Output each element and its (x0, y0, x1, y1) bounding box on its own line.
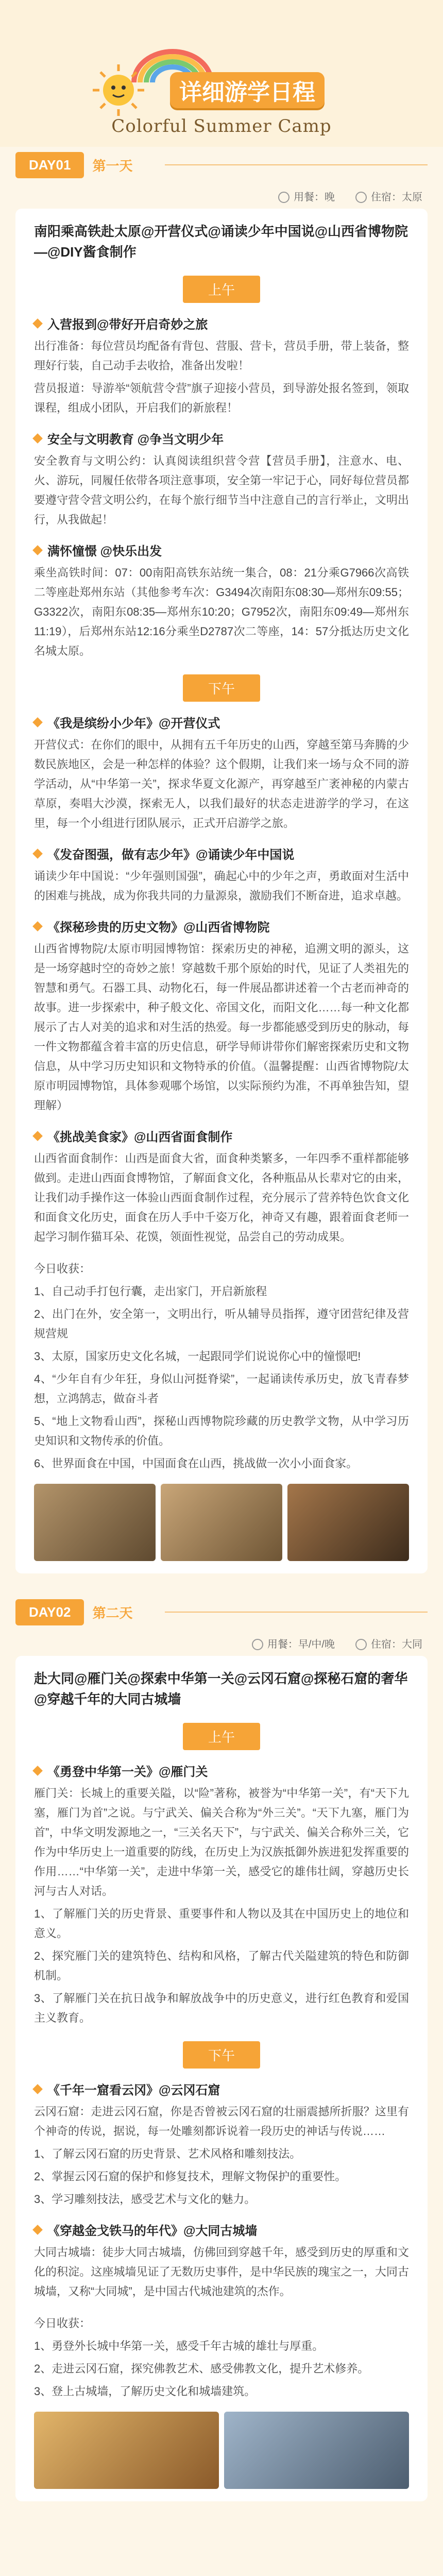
day1-card (15, 209, 428, 1573)
item-heading: 《我是缤纷小少年》@开营仪式 (34, 713, 409, 731)
goal-item: 4、“少年自有少年狂，身似山河挺脊梁”，一起诵读传承历史，放飞青春梦想，立鸿鹄志，做奋斗者 (34, 1372, 409, 1405)
photo-wall (224, 2412, 409, 2489)
location-icon (355, 192, 367, 203)
item-heading: 安全与文明教育 @争当文明少年 (34, 429, 409, 447)
location-icon (355, 1639, 367, 1650)
day2-pm-label: 下午 (183, 2041, 260, 2069)
goal-item: 2、走进云冈石窟，探究佛教艺术、感受佛教文化，提升艺术修养。 (34, 2362, 369, 2375)
day2-pm-items (34, 2080, 409, 2301)
item-paragraph: 山西省面食制作：山西是面食大省，面食种类繁多，一年四季不重样都能够做到。走进山西面食博物馆，了解面食文化，各种瓶品从长辈对它的由来，让我们动手操作这一体验山西面食制作过程，充分展示了营养特色饮食文化和面食文化历史，面食在历人手中千姿万化，神奇又有趣，跟着面食老师一起学习制作猫耳朵、花馍，领面性视觉，品尝自己的劳动成果。 (34, 1152, 409, 1243)
item-paragraph: 雁门关：长城上的重要关隘，以“险”著称，被誉为“中华第一关”，有“天下九塞，雁门为首”之说。与宁武关、偏关合称为“外三关”。“天下九塞，雁门为首”，中华文明发源地之一，“三关名天下”，与宁武关、偏关合称外三关，它作为中华历史上一道重要的防线，在历史上为汉族抵御外族进犯发挥重要的作用……“中华第一关”，走进中华第一关，感受它的雄伟壮阔，穿越历史长河与古人对话。 (34, 1787, 409, 1897)
day1-meta (0, 183, 443, 209)
page-subtitle: Colorful Summer Camp (111, 116, 332, 137)
item-paragraph: 3、了解雁门关在抗日战争和解放战争中的历史意义，进行红色教育和爱国主义教育。 (34, 1992, 409, 2024)
item-paragraph: 诵读少年中国说：“少年强则国强”，确起心中的少年之声，勇敢面对生活中的困难与挑战，成为你我共同的力量源泉，激励我们不断奋进，追求卓越。 (34, 870, 409, 902)
item-heading: 《挑战美食家》@山西省面食制作 (34, 1127, 409, 1145)
item-paragraph: 1、了解雁门关的历史背景、重要事件和人物以及其在中国历史上的地位和意义。 (34, 1907, 409, 1940)
item-heading: 《穿越金戈铁马的年代》@大同古城墙 (34, 2221, 409, 2239)
day1-am-items (34, 314, 409, 661)
item-paragraph: 2、掌握云冈石窟的保护和修复技术，理解文物保护的重要性。 (34, 2170, 347, 2183)
day2-am-items (34, 1761, 409, 2028)
day2-goals-title: 今日收获： (34, 2317, 91, 2330)
day2-am-label: 上午 (183, 1723, 260, 1750)
meal-icon (278, 192, 289, 203)
diamond-icon (32, 2225, 43, 2235)
day1-goals (34, 1282, 409, 1473)
day1-am-label: 上午 (183, 276, 260, 303)
goal-item: 3、登上古城墙，了解历史文化和城墙建筑。 (34, 2385, 256, 2398)
day2-tag: DAY02 (15, 1599, 84, 1625)
item-heading: 《千年一窟看云冈》@云冈石窟 (34, 2080, 409, 2098)
day1-tag: DAY01 (15, 152, 84, 178)
day1-strip (0, 147, 443, 183)
day1-meals: 用餐：晚 (278, 189, 335, 204)
sun-icon (90, 62, 147, 118)
diamond-icon (32, 545, 43, 555)
day2-card (15, 1656, 428, 2501)
day2-stay: 住宿：大同 (355, 1636, 422, 1651)
item-heading: 《探秘珍贵的历史文物》@山西省博物院 (34, 917, 409, 935)
item-heading: 《勇登中华第一关》@雁门关 (34, 1761, 409, 1780)
item-paragraph: 营员报道：导游举“领航营令营”旗子迎接小营员，到导游处报名签到，领取课程，组成小团队，开启我们的新旅程！ (34, 382, 409, 414)
item-heading: 满怀憧憬 @快乐出发 (34, 541, 409, 559)
photo-buddha (287, 1484, 409, 1561)
photo-pavilion (34, 2412, 219, 2489)
diamond-icon (32, 1766, 43, 1776)
diamond-icon (32, 1131, 43, 1141)
item-paragraph: 1、了解云冈石窟的历史背景、艺术风格和雕刻技法。 (34, 2147, 301, 2160)
day2-meta (0, 1630, 443, 1656)
day1-pm-items (34, 713, 409, 1247)
day1-label: 第一天 (92, 158, 133, 174)
diamond-icon (32, 433, 43, 444)
photo-cliff (161, 1484, 282, 1561)
goal-item: 6、世界面食在中国，中国面食在山西，挑战做一次小小面食家。 (34, 1457, 358, 1470)
item-paragraph: 2、探究雁门关的建筑特色、结构和风格，了解古代关隘建筑的特色和防御机制。 (34, 1950, 409, 1982)
item-heading: 《发奋图强，做有志少年》@诵读少年中国说 (34, 844, 409, 862)
item-heading: 入营报到@带好开启奇妙之旅 (34, 314, 409, 332)
day2-meals: 用餐：早/中/晚 (252, 1636, 335, 1651)
item-paragraph: 3、学习雕刻技法，感受艺术与文化的魅力。 (34, 2193, 256, 2206)
item-paragraph: 出行准备：每位营员均配备有背包、营服、营卡，营员手册，带上装备，整理好行装，自己动手去收拾，准备出发啦！ (34, 340, 409, 372)
goal-item: 3、太原，国家历史文化名城，一起跟同学们说说你心中的憧憬吧! (34, 1350, 361, 1363)
goal-item: 1、自己动手打包行囊，走出家门，开启新旅程 (34, 1285, 267, 1298)
item-paragraph: 山西省博物院/太原市明园博物馆：探索历史的神秘，追溯文明的源头，这是一场穿越时空的奇妙之旅！穿越数千那个原始的时代，见证了人类祖先的智慧和勇气。石器工具、动物化石，每一件展品都讲述着一个古老而神奇的故事。进一步探索中，种子般文化、帝国文化，而阳文化……每一种文化都展示了古人对美的追求和对生活的热爱。每一步都能感受到历史的脉动，每一件文物都蕴含着丰富的历史信息，研学导师讲带你们解密探索历史和文物信息，从中学习历史知识和文物特承的价值。（温馨提醒：山西省博物院/太原市明园博物馆，具体参观哪个场馆，以实际预约为准，不再单独告知，望理解） (34, 942, 409, 1112)
goal-item: 2、出门在外，安全第一，文明出行，听从辅导员指挥，遵守团营纪律及营规营规 (34, 1308, 409, 1340)
day1-pm-label: 下午 (183, 674, 260, 702)
day2-photos (34, 2412, 409, 2489)
item-paragraph: 安全教育与文明公约：认真阅读组织营令营【营员手册】，注意水、电、火、游玩，同履任依带各项注意事项，安全第一牢记于心，同好每位营员都要遵守营令营文明公约，在每个旅行细节当中注意自己的言行举止，文明出行，从我做起！ (34, 454, 409, 526)
day2-strip (0, 1594, 443, 1630)
page-title: 详细游学日程 (170, 72, 325, 108)
day2-label: 第二天 (92, 1605, 133, 1621)
day2-route: 赴大同@雁门关@探索中华第一关@云冈石窟@探秘石窟的奢华@穿越千年的大同古城墙 (34, 1671, 408, 1707)
day2-goals (34, 2336, 409, 2401)
divider (165, 1612, 428, 1613)
diamond-icon (32, 849, 43, 859)
photo-statues (34, 1484, 156, 1561)
item-paragraph: 云冈石窟：走进云冈石窟，你是否曾被云冈石窟的壮丽震撼所折服？这里有个神奇的传说，据说，每一处雕刻都诉说着一段历史的神话与传说…… (34, 2105, 409, 2138)
day1-goals-title: 今日收获： (34, 1262, 91, 1275)
diamond-icon (32, 2084, 43, 2094)
diamond-icon (32, 921, 43, 931)
item-paragraph: 乘坐高铁时间：07：00南阳高铁东站统一集合，08：21分乘G7966次高铁二等座赴郑州东站（其他参考车次：G3494次南阳东08:30—郑州东09:55；G3322次，南阳东08:35—郑州东10:20；G7952次，南阳东09:49—郑州东11:19），后郑州东站12:16分乘坐D2787次二等座，14：57分抵达历史文化名城太原。 (34, 566, 409, 657)
goal-item: 5、“地上文物看山西”，探秘山西博物院珍藏的历史教学文物，从中学习历史知识和文物传承的价值。 (34, 1415, 409, 1447)
diamond-icon (32, 318, 43, 329)
divider (165, 164, 428, 165)
day1-route: 南阳乘高铁赴太原@开营仪式@诵读少年中国说@山西省博物院—@DIY酱食制作 (34, 224, 408, 260)
meal-icon (252, 1639, 263, 1650)
day1-photos (34, 1484, 409, 1561)
item-paragraph: 开营仪式：在你们的眼中，从拥有五千年历史的山西，穿越至第马奔腾的少数民族地区，会是一种怎样的体验？这个假期，让我们来一场与众不同的游学活动，从“中华第一关”，探求华夏文化源产，再穿越至广袤神秘的内蒙古草原，奏唱大沙漠，探索无人，以我们最好的状态走进游学的学习，在这里，每一个小组进行团队展示，正式开启游学之旅。 (34, 738, 409, 829)
diamond-icon (32, 717, 43, 727)
item-paragraph: 大同古城墙：徒步大同古城墙，仿佛回到穿越千年，感受到历史的厚重和文化的积淀。这座城墙见证了无数历史事件，是中华民族的瑰宝之一，大同古城墙，又称“大同城”，是中国古代城池建筑的杰作。 (34, 2246, 409, 2298)
goal-item: 1、勇登外长城中华第一关，感受千年古城的雄壮与厚重。 (34, 2340, 324, 2352)
header (0, 0, 443, 147)
day1-stay: 住宿：太原 (355, 189, 422, 204)
